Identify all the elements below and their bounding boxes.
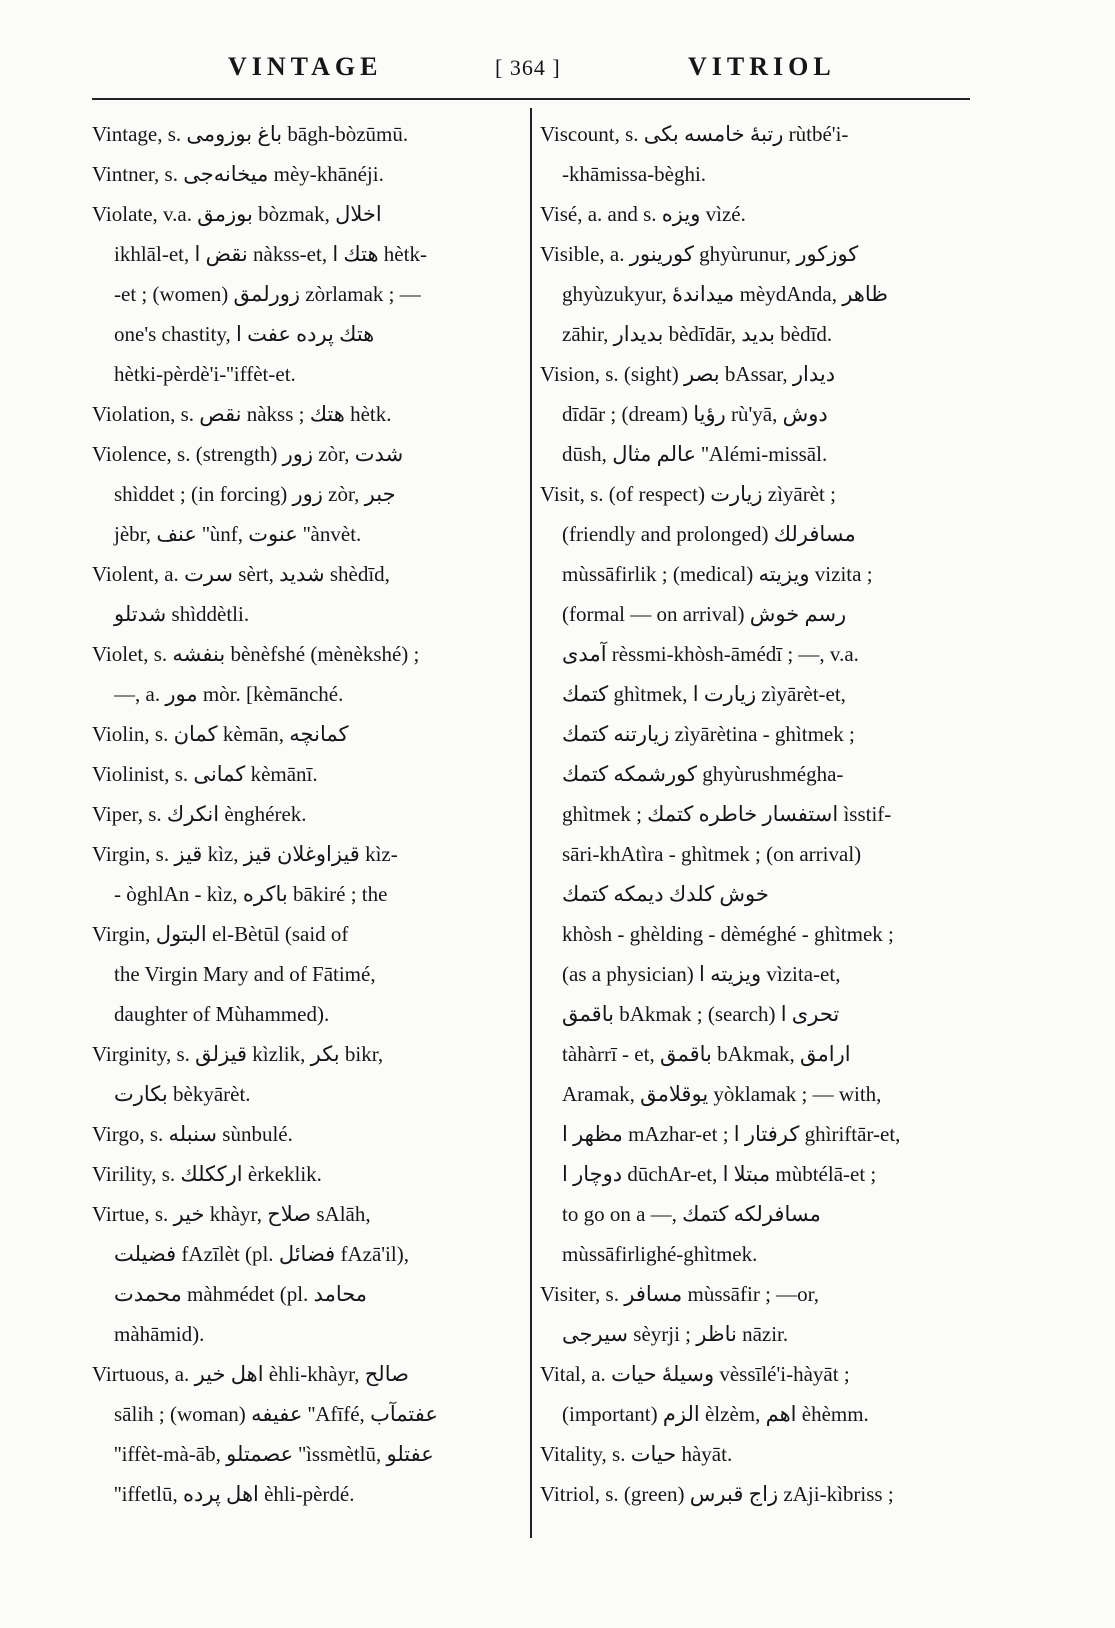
entry-line: Violent, a. سرت sèrt, شدید shèdīd, xyxy=(92,562,390,586)
entry-line: -et ; (women) زورلمق zòrlamak ; — xyxy=(114,282,421,306)
entry-line: Virtuous, a. اهل خیر èhli-khàyr, صالح xyxy=(92,1362,409,1386)
entry-line: Viscount, s. رتبهٔ خامسه بکی rùtbé'i- xyxy=(540,122,849,146)
entry-line: Vitriol, s. (green) زاج قبرس zAji-kìbriss ; xyxy=(540,1482,894,1506)
left-column xyxy=(92,114,510,1514)
entry-line: Visiter, s. مسافر mùssāfir ; —or, xyxy=(540,1282,820,1306)
entry-line: Vital, a. وسیلهٔ حیات vèssīlé'i-hàyāt ; xyxy=(540,1362,850,1386)
page-number: [ 364 ] xyxy=(495,55,561,80)
entry-line: tàhàrrī - et, باقمق bAkmak, ارامق xyxy=(562,1042,851,1066)
entry-line: باقمق bAkmak ; (search) تحری ا xyxy=(562,1002,840,1026)
entry-line: Vintner, s. میخانه‌جی mèy-khānéji. xyxy=(92,162,384,186)
entry-line: Violet, s. بنفشه bènèfshé (mènèkshé) ; xyxy=(92,642,420,666)
entry-line: dūsh, عالم مثال ''Alémi-missāl. xyxy=(562,442,828,466)
entry-line: (friendly and prolonged) مسافرلك xyxy=(562,522,856,546)
entry-line: Visé, a. and s. ویزه vìzé. xyxy=(540,202,746,226)
entry-line: Virgin, البتول el-Bètūl (said of xyxy=(92,922,349,946)
entry-line: کورشمکه کتمك ghyùrushmégha- xyxy=(562,762,844,786)
entry-line: آمدی rèssmi-khòsh-āmédī ; —, v.a. xyxy=(562,642,859,666)
entry-line: hètki-pèrdè'i-''iffèt-et. xyxy=(114,362,296,386)
entry-line: Visible, a. کورینور ghyùrunur, کوزکور xyxy=(540,242,859,266)
entry-line: zāhir, بدیدار bèdīdār, بدید bèdīd. xyxy=(562,322,833,346)
entry-line: Violinist, s. کمانی kèmānī. xyxy=(92,762,318,786)
entry-line: Violation, s. نقص nàkss ; هتك hètk. xyxy=(92,402,392,426)
right-guide-word: VITRIOL xyxy=(688,52,836,81)
entry-line: Vision, s. (sight) بصر bAssar, دیدار xyxy=(540,362,836,386)
entry-line: کتمك ghìtmek, زیارت ا zìyārèt-et, xyxy=(562,682,846,706)
entry-line: dīdār ; (dream) رؤیا rù'yā, دوش xyxy=(562,402,828,426)
entry-line: —, a. مور mòr. [kèmānché. xyxy=(114,682,344,706)
entry-line: ghyùzukyur, میداندهٔ mèydAnda, ظاهر xyxy=(562,282,888,306)
entry-line: sālih ; (woman) عفیفه ''Afīfé, عفتمآب xyxy=(114,1402,438,1426)
entry-line: to go on a —, مسافرلکه کتمك xyxy=(562,1202,821,1226)
entry-line: - òghlAn - kìz, باکره bākiré ; the xyxy=(114,882,388,906)
entry-line: فضیلت fAzīlèt (pl. فضائل fAzā'il), xyxy=(114,1242,409,1266)
entry-line: màhāmid). xyxy=(114,1322,205,1346)
right-column xyxy=(540,114,968,1514)
entry-line: دوچار ا dūchAr-et, مبتلا ا mùbtélā-et ; xyxy=(562,1162,877,1186)
entry-line: Virility, s. ارککلك èrkeklik. xyxy=(92,1162,322,1186)
entry-line: Violence, s. (strength) زور zòr, شدت xyxy=(92,442,404,466)
entry-line: shìddet ; (in forcing) زور zòr, جبر xyxy=(114,482,396,506)
left-guide-word: VINTAGE xyxy=(228,52,383,81)
entry-line: Viper, s. انکرك ènghérek. xyxy=(92,802,307,826)
entry-line: jèbr, عنف ''ùnf, عنوت ''ànvèt. xyxy=(114,522,362,546)
entry-line: mùssāfirlik ; (medical) ویزیته vizita ; xyxy=(562,562,873,586)
entry-line: زیارتنه کتمك zìyārètina - ghìtmek ; xyxy=(562,722,855,746)
entry-line: sāri-khAtìra - ghìtmek ; (on arrival) xyxy=(562,842,862,866)
entry-line: خوش کلدك دیمکه کتمك xyxy=(562,882,769,906)
entry-line: Virginity, s. قیزلق kìzlik, بکر bikr, xyxy=(92,1042,384,1066)
entry-line: the Virgin Mary and of Fātimé, xyxy=(114,962,376,986)
entry-line: mùssāfirlighé-ghìtmek. xyxy=(562,1242,758,1266)
entry-line: Visit, s. (of respect) زیارت zìyārèt ; xyxy=(540,482,836,506)
entry-line: daughter of Mùhammed). xyxy=(114,1002,330,1026)
entry-line: سیرجی sèyrji ; ناظر nāzir. xyxy=(562,1322,789,1346)
entry-line: ghìtmek ; استفسار خاطره کتمك ìsstif- xyxy=(562,802,892,826)
entry-line: Virgo, s. سنبله sùnbulé. xyxy=(92,1122,293,1146)
entry-line: Violin, s. کمان kèmān, کمانچه xyxy=(92,722,349,746)
page-header xyxy=(0,52,1115,92)
column-divider xyxy=(530,108,532,1538)
entry-line: khòsh - ghèlding - dèméghé - ghìtmek ; xyxy=(562,922,894,946)
header-rule xyxy=(92,98,970,100)
entry-line: Vintage, s. باغ بوزومی bāgh-bòzūmū. xyxy=(92,122,409,146)
entry-line: بکارت bèkyārèt. xyxy=(114,1082,251,1106)
entry-line: (as a physician) ویزیته ا vìzita-et, xyxy=(562,962,841,986)
entry-line: Virtue, s. خیر khàyr, صلاح sAlāh, xyxy=(92,1202,371,1226)
entry-line: Violate, v.a. بوزمق bòzmak, اخلال xyxy=(92,202,382,226)
entry-line: Virgin, s. قیز kìz, قیزاوغلان قیز kìz- xyxy=(92,842,398,866)
entry-line: شدتلو shìddètli. xyxy=(114,602,250,626)
entry-line: ''iffetlū, اهل پرده èhli-pèrdé. xyxy=(114,1482,355,1506)
entry-line: one's chastity, هتك پرده عفت ا xyxy=(114,322,375,346)
entry-line: -khāmissa-bèghi. xyxy=(562,162,707,186)
entry-line: Vitality, s. حیات hàyāt. xyxy=(540,1442,733,1466)
entry-line: (formal — on arrival) رسم خوش xyxy=(562,602,847,626)
entry-line: Aramak, یوقلامق yòklamak ; — with, xyxy=(562,1082,882,1106)
entry-line: مظهر ا mAzhar-et ; کرفتار ا ghìriftār-et, xyxy=(562,1122,901,1146)
entry-line: ikhlāl-et, نقض ا nàkss-et, هتك ا hètk- xyxy=(114,242,427,266)
entry-line: ''iffèt-mà-āb, عصمتلو ''ìssmètlū, عفتلو xyxy=(114,1442,434,1466)
entry-line: (important) الزم èlzèm, اهم èhèmm. xyxy=(562,1402,869,1426)
entry-line: محمدت màhmédet (pl. محامد xyxy=(114,1282,368,1306)
